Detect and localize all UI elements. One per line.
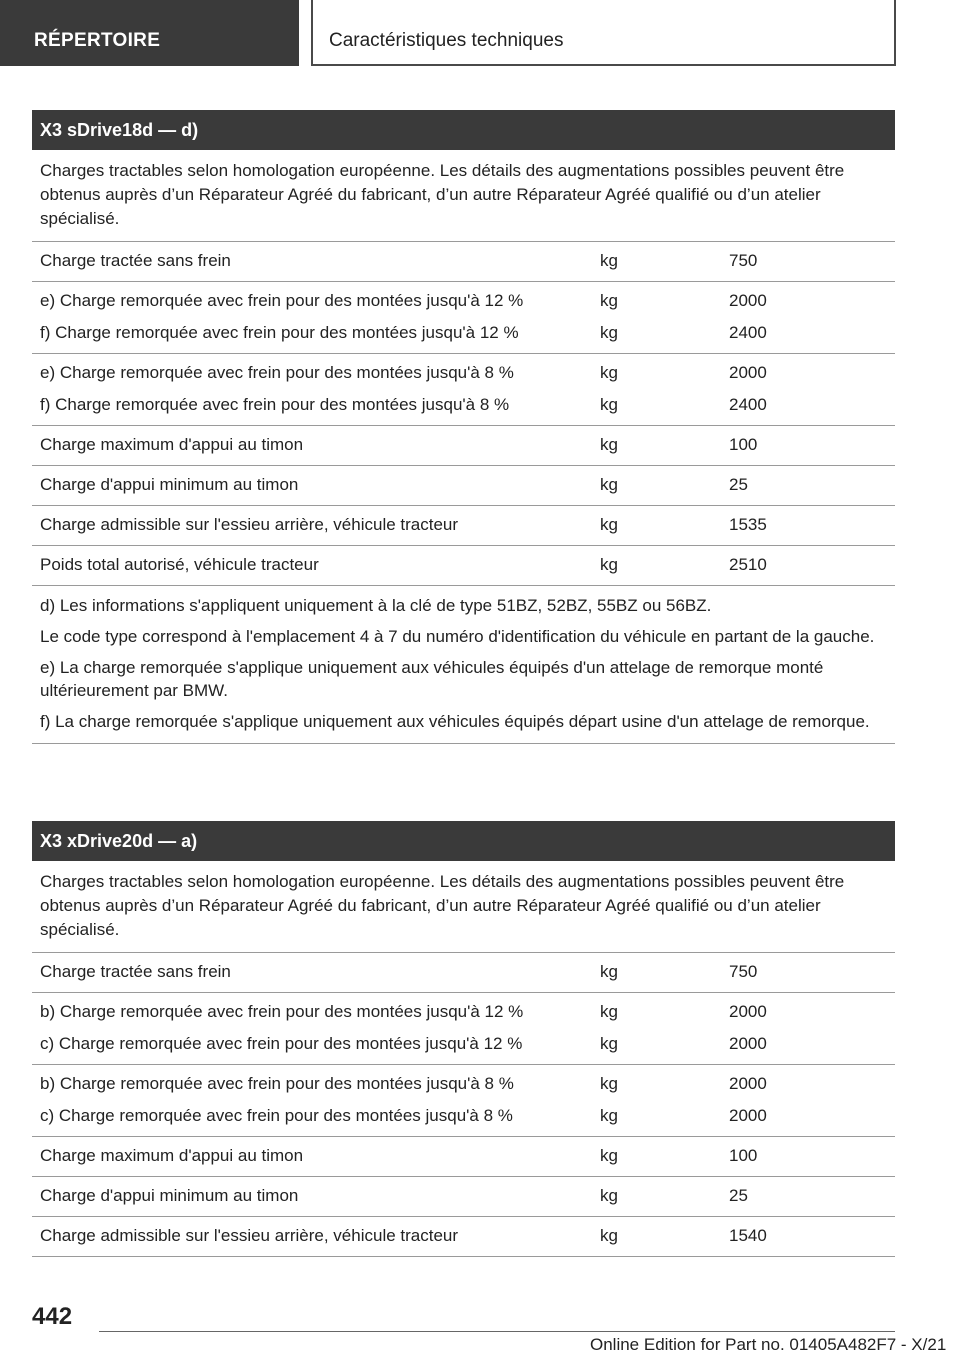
table-row xyxy=(32,953,895,993)
section-intro: Charges tractables selon homologation européenne. Les détails des augmentations possibles peuvent être obtenus auprès d’un Réparateur Agréé du fabricant, d’un autre Réparateur Agréé qualifié ou d’un atelier spécialisé. xyxy=(32,150,895,242)
spec-unit: kg xyxy=(600,1146,618,1165)
spec-label: c) Charge remorquée avec frein pour des montées jusqu'à 12 % xyxy=(40,1034,523,1053)
table-row xyxy=(32,282,895,354)
spec-unit: kg xyxy=(600,251,618,270)
table-row xyxy=(32,546,895,586)
spec-value: 750 xyxy=(729,962,758,981)
chapter-title: Caractéristiques techniques xyxy=(311,0,896,66)
section-tab[interactable]: RÉPERTOIRE xyxy=(0,0,299,66)
spec-label: f) Charge remorquée avec frein pour des montées jusqu'à 12 % xyxy=(40,323,519,342)
section-title: X3 xDrive20d — a) xyxy=(32,821,895,861)
spec-unit: kg xyxy=(600,555,618,574)
spec-value: 2400 xyxy=(729,395,767,414)
spec-unit: kg xyxy=(600,435,618,454)
spec-unit: kg xyxy=(600,515,618,534)
table-row xyxy=(32,354,895,426)
spec-unit: kg xyxy=(600,475,618,494)
section-title: X3 sDrive18d — d) xyxy=(32,110,895,150)
footnote: f) La charge remorquée s'applique uniquement aux véhicules équipés départ usine d'un attelage de remorque. xyxy=(40,712,870,731)
spec-unit: kg xyxy=(600,1074,618,1093)
spec-label: Charge maximum d'appui au timon xyxy=(40,435,304,454)
spec-unit: kg xyxy=(600,1002,618,1021)
spec-unit: kg xyxy=(600,395,618,414)
spec-label: c) Charge remorquée avec frein pour des montées jusqu'à 8 % xyxy=(40,1106,513,1125)
spec-unit: kg xyxy=(600,1186,618,1205)
spec-label: e) Charge remorquée avec frein pour des montées jusqu'à 12 % xyxy=(40,291,524,310)
footer-divider xyxy=(99,1331,895,1332)
spec-label: Charge d'appui minimum au timon xyxy=(40,1186,299,1205)
page-header xyxy=(0,0,960,66)
spec-value: 2400 xyxy=(729,323,767,342)
table-row xyxy=(32,1217,895,1257)
spec-value: 25 xyxy=(729,1186,748,1205)
table-row xyxy=(32,1137,895,1177)
spec-label: e) Charge remorquée avec frein pour des montées jusqu'à 8 % xyxy=(40,363,514,382)
footnote: d) Les informations s'appliquent uniquement à la clé de type 51BZ, 52BZ, 55BZ ou 56BZ. xyxy=(40,596,712,615)
spec-value: 100 xyxy=(729,435,758,454)
spec-value: 25 xyxy=(729,475,748,494)
table-row xyxy=(32,993,895,1065)
table-row xyxy=(32,466,895,506)
table-row xyxy=(32,1177,895,1217)
spec-unit: kg xyxy=(600,1226,618,1245)
spec-section-xdrive20d xyxy=(32,821,895,1257)
spec-unit: kg xyxy=(600,291,618,310)
page-number: 442 xyxy=(32,1303,73,1330)
footnotes xyxy=(32,586,895,744)
spec-label: Poids total autorisé, véhicule tracteur xyxy=(40,555,319,574)
table-row xyxy=(32,242,895,282)
footnote: e) La charge remorquée s'applique uniquement aux véhicules équipés d'un attelage de remorque monté ultérieurement par BMW. xyxy=(40,658,824,700)
spec-value: 2000 xyxy=(729,1074,767,1093)
spec-value: 2000 xyxy=(729,1002,767,1021)
spec-value: 2000 xyxy=(729,1034,767,1053)
section-intro: Charges tractables selon homologation européenne. Les détails des augmentations possibles peuvent être obtenus auprès d’un Réparateur Agréé du fabricant, d’un autre Réparateur Agréé qualifié ou d’un atelier spécialisé. xyxy=(32,861,895,953)
spec-label: f) Charge remorquée avec frein pour des montées jusqu'à 8 % xyxy=(40,395,510,414)
spec-value: 750 xyxy=(729,251,758,270)
spec-label: Charge tractée sans frein xyxy=(40,962,231,981)
spec-label: Charge tractée sans frein xyxy=(40,251,231,270)
spec-unit: kg xyxy=(600,1106,618,1125)
table-row xyxy=(32,506,895,546)
spec-value: 2000 xyxy=(729,291,767,310)
spec-value: 2000 xyxy=(729,1106,767,1125)
spec-label: Charge maximum d'appui au timon xyxy=(40,1146,304,1165)
spec-section-sdrive18d xyxy=(32,110,895,744)
spec-value: 1540 xyxy=(729,1226,767,1245)
spec-label: b) Charge remorquée avec frein pour des montées jusqu'à 12 % xyxy=(40,1002,524,1021)
edition-note: Online Edition for Part no. 01405A482F7 - X/21 xyxy=(590,1335,947,1354)
spec-label: Charge d'appui minimum au timon xyxy=(40,475,299,494)
spec-unit: kg xyxy=(600,363,618,382)
spec-value: 2510 xyxy=(729,555,767,574)
spec-unit: kg xyxy=(600,962,618,981)
spec-label: b) Charge remorquée avec frein pour des montées jusqu'à 8 % xyxy=(40,1074,514,1093)
footnote: Le code type correspond à l'emplacement 4 à 7 du numéro d'identification du véhicule en partant de la gauche. xyxy=(40,627,875,646)
spec-label: Charge admissible sur l'essieu arrière, véhicule tracteur xyxy=(40,515,459,534)
spec-unit: kg xyxy=(600,323,618,342)
spec-unit: kg xyxy=(600,1034,618,1053)
table-row xyxy=(32,1065,895,1137)
spec-value: 100 xyxy=(729,1146,758,1165)
spec-value: 2000 xyxy=(729,363,767,382)
table-row xyxy=(32,426,895,466)
spec-value: 1535 xyxy=(729,515,767,534)
spec-label: Charge admissible sur l'essieu arrière, véhicule tracteur xyxy=(40,1226,459,1245)
